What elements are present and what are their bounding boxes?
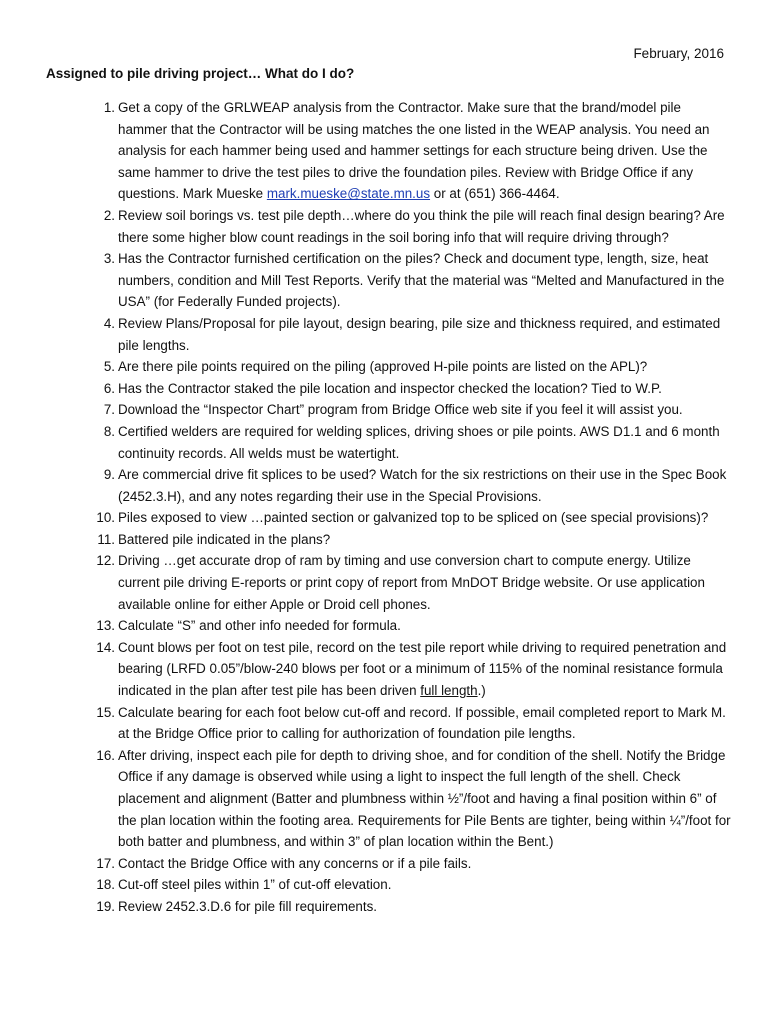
- item-number: 13.: [96, 618, 115, 634]
- item-text: Has the Contractor furnished certification on the piles? Check and document type, length, size, heat numbers, condition and Mill Test Reports. Verify that the material was “Melted and Manufactured in the USA” (for Federally Funded projects).: [118, 251, 725, 310]
- list-item: [0, 896, 768, 918]
- list-item: [0, 507, 768, 529]
- item-text: Review 2452.3.D.6 for pile fill requirements.: [118, 898, 378, 914]
- item-number: 3.: [103, 251, 115, 267]
- list-item: [0, 378, 768, 400]
- item-number: 6.: [103, 380, 115, 396]
- email-link[interactable]: mark.mueske@state.mn.us: [266, 186, 431, 202]
- item-text: Calculate bearing for each foot below cut-off and record. If possible, email completed report to Mark M. at the Bridge Office prior to calling for authorization of foundation pile lengths.: [118, 704, 726, 742]
- list-item: [0, 529, 768, 551]
- list-item: [0, 464, 768, 507]
- list-item: [0, 356, 768, 378]
- item-text: Review soil borings vs. test pile depth…where do you think the pile will reach final design bearing? Are there some higher blow count readings in the soil boring info that will require driving through?: [118, 207, 725, 245]
- item-number: 15.: [96, 704, 115, 720]
- item-text: Download the “Inspector Chart” program from Bridge Office web site if you feel it will assist you.: [118, 402, 683, 418]
- item-number: 19.: [96, 898, 115, 914]
- list-item: [0, 745, 768, 853]
- item-number: 16.: [96, 747, 115, 763]
- item-text: Get a copy of the GRLWEAP analysis from the Contractor. Make sure that the brand/model pile hammer that the Contractor will be using matches the one listed in the WEAP analysis. You need an analysis for each hammer being used and hammer settings for each structure being driven. Use the same hammer to drive the test piles to drive the foundation piles. Review with Bridge Office if any questions. Mark Mueske: [118, 100, 710, 202]
- document-title: Assigned to pile driving project… What do I do?: [46, 66, 355, 81]
- list-item: [0, 248, 768, 313]
- item-text: Certified welders are required for welding splices, driving shoes or pile points. AWS D1.1 and 6 month continuity records. All welds must be watertight.: [118, 423, 720, 461]
- item-text: Battered pile indicated in the plans?: [118, 531, 331, 547]
- item-number: 9.: [103, 467, 115, 483]
- list-item: [0, 853, 768, 875]
- item-number: 14.: [96, 639, 115, 655]
- list-item: [0, 702, 768, 745]
- list-item: [0, 421, 768, 464]
- item-text: Calculate “S” and other info needed for formula.: [118, 618, 401, 634]
- item-text: Piles exposed to view …painted section or galvanized top to be spliced on (see special provisions)?: [118, 510, 709, 526]
- list-item: [0, 205, 768, 248]
- item-text: Cut-off steel piles within 1” of cut-off elevation.: [118, 877, 392, 893]
- item-number: 8.: [103, 423, 115, 439]
- list-item: [0, 399, 768, 421]
- item-text: After driving, inspect each pile for depth to driving shoe, and for condition of the shell. Notify the Bridge Office if any damage is observed while using a light to inspect the full length of the shell. Check placement and alignment (Batter and plumbness within ½”/foot and having a final position within 6” of the plan location within the footing area. Requirements for Pile Bents are tighter, being within ¼”/foot for both batter and plumbness, and within 3” of plan location within the Bent.): [118, 747, 731, 850]
- item-text: Are commercial drive fit splices to be used? Watch for the six restrictions on their use in the Spec Book (2452.3.H), and any notes regarding their use in the Special Provisions.: [118, 467, 727, 504]
- item-number: 11.: [97, 531, 115, 547]
- list-item: [0, 637, 768, 702]
- list-item: [0, 550, 768, 615]
- item-number: 2.: [103, 207, 115, 223]
- item-number: 1.: [103, 100, 115, 115]
- list-item: [0, 874, 768, 896]
- underlined-text: full length: [420, 683, 478, 699]
- list-item: [0, 313, 768, 356]
- item-text: Has the Contractor staked the pile location and inspector checked the location? Tied to W.P.: [118, 380, 662, 396]
- item-text-end: .): [477, 683, 486, 699]
- item-number: 5.: [103, 359, 115, 375]
- item-text: Driving …get accurate drop of ram by timing and use conversion chart to compute energy. Utilize current pile driving E-reports or print copy of report from MnDOT Bridge website. Or use application available online for either Apple or Droid cell phones.: [118, 553, 705, 612]
- item-text: Contact the Bridge Office with any concerns or if a pile fails.: [118, 855, 472, 871]
- list-item: [0, 615, 768, 637]
- item-text: Count blows per foot on test pile, record on the test pile report while driving to required penetration and bearing (LRFD 0.05”/blow-240 blows per foot or a minimum of 115% of the nominal resistance formula indicated in the plan after test pile has been driven: [118, 639, 727, 699]
- checklist: [0, 97, 768, 918]
- document-date: February, 2016: [633, 46, 724, 61]
- item-number: 18.: [96, 877, 115, 893]
- item-text: Review Plans/Proposal for pile layout, design bearing, pile size and thickness required, and estimated pile lengths.: [118, 315, 721, 353]
- item-number: 12.: [96, 553, 115, 569]
- list-item: [0, 97, 768, 205]
- item-number: 17.: [96, 855, 115, 871]
- item-text: Are there pile points required on the piling (approved H-pile points are listed on the APL)?: [118, 359, 648, 375]
- item-text-end: or at (651) 366-4464.: [430, 186, 560, 202]
- item-number: 4.: [103, 315, 115, 331]
- item-number: 10.: [96, 510, 115, 526]
- item-number: 7.: [103, 402, 115, 418]
